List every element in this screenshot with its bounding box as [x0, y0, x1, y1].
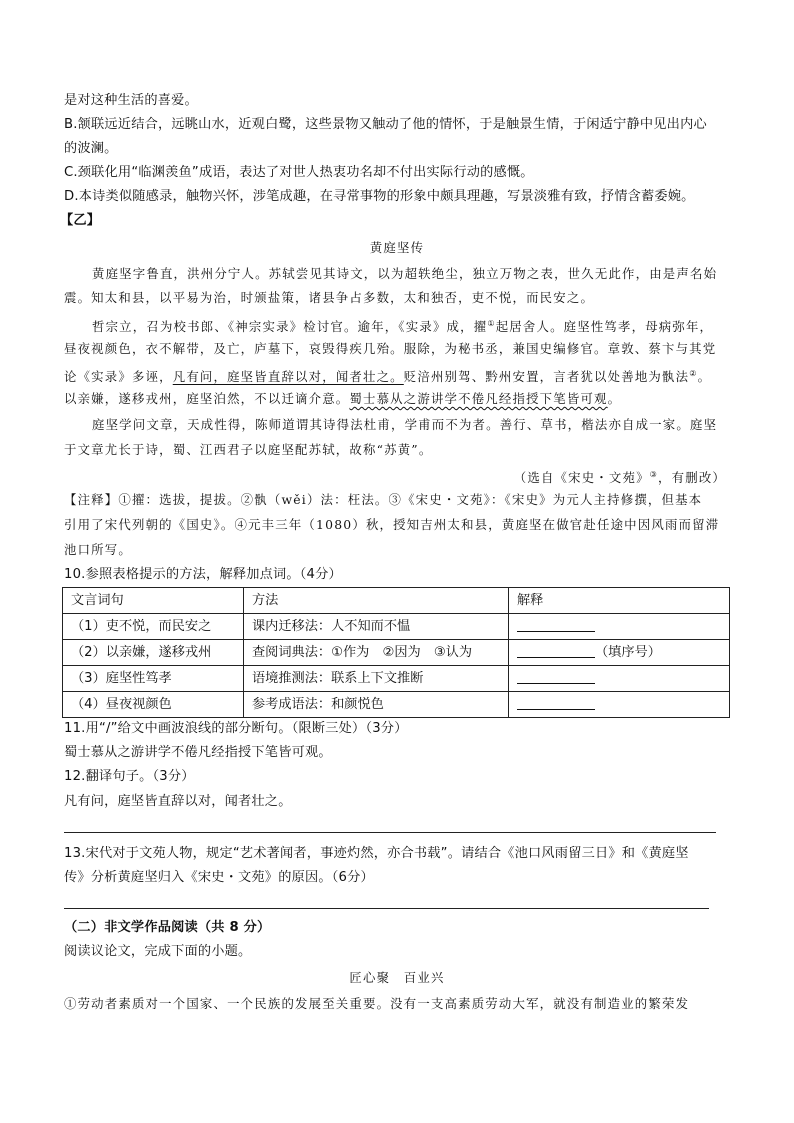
answer-cell[interactable]	[509, 640, 730, 666]
question-13-cont: 传》分析黄庭坚归入《宋史・文苑》的原因。（6分）	[64, 870, 374, 885]
wavy-sentence: 蜀士慕从之游讲学不倦凡经指授下笔皆可观	[349, 391, 608, 406]
option-c: C.颈联化用“临渊羡鱼”成语，表达了对世人热衷功名却不付出实际行动的感慨。	[64, 165, 534, 180]
answer-blank[interactable]	[517, 617, 595, 632]
answer-blank[interactable]	[517, 643, 595, 658]
part-2-instruction: 阅读议论文，完成下面的小题。	[64, 944, 252, 959]
p2-text-b: 起居舍人。庭坚性笃孝，母病弥年，	[495, 319, 714, 335]
table-row	[63, 614, 730, 640]
passage-p3: 庭坚学问文章，天成性得，陈师道谓其诗得法杜甫，学甫而不为者。善行、草书，楷法亦自成一家。庭坚	[92, 417, 718, 432]
fill-hint: （填序号）	[595, 645, 661, 660]
option-a-tail: 是对这种生活的喜爱。	[64, 93, 198, 108]
underlined-sentence: 凡有问，庭坚皆直辞以对，闻者壮之。	[172, 369, 404, 385]
answer-line[interactable]	[64, 908, 709, 909]
answer-cell[interactable]	[509, 666, 730, 692]
p2-l4-text-b: 。	[607, 391, 622, 406]
p2-l3-text: 论《实录》多诬，	[64, 369, 173, 385]
note-ref-1: ①	[487, 319, 496, 328]
passage-source	[514, 465, 726, 488]
p2-l4-text: 以亲嫌，遂移戎州，庭坚泊然，不以迁谪介意。	[64, 391, 350, 406]
table-cell: 课内迁移法：人不知而不愠	[244, 614, 509, 640]
question-13: 13.宋代对于文苑人物，规定“艺术著闻者，事迹灼然，亦合书载”。请结合《池口风雨留三日》和《黄庭坚	[64, 846, 689, 861]
passage-p3-cont: 于文章尤长于诗，蜀、江西君子以庭坚配苏轼，故称“苏黄”。	[64, 442, 433, 457]
table-header-cell: 文言词句	[63, 588, 244, 614]
notes-l3: 池口所写。	[64, 542, 132, 557]
passage-p1-cont: 震。知太和县，以平易为治，时颁盐策，诸县争占多数，太和独否，吏不悦，而民安之。	[64, 290, 595, 305]
table-cell: （2）以亲嫌，遂移戎州	[63, 640, 244, 666]
answer-line[interactable]	[64, 832, 716, 833]
source-text: （选自《宋史・文苑》	[513, 470, 650, 486]
table-cell: 查阅词典法：①作为 ②因为 ③认为	[244, 640, 509, 666]
table-header-cell: 方法	[244, 588, 509, 614]
table-row	[63, 666, 730, 692]
passage-p2-l2: 昼夜视颜色，衣不解带，及亡，庐墓下，哀毁得疾几殆。服除，为秘书丞，兼国史编修官。章敦、蔡卞与其党	[64, 341, 717, 356]
p2-l3-text-b: 贬涪州别驾、黔州安置，言者犹以处善地为骫法	[403, 369, 690, 385]
notes: 【注释】①擢：选拔，提拔。②骫（wěi）法：枉法。③《宋史・文苑》：《宋史》为元人主持修撰，但基本	[64, 492, 703, 507]
section-yi-label: 【乙】	[60, 213, 101, 228]
option-b: B.颔联远近结合，远眺山水，近观白鹭，这些景物又触动了他的情怀，于是触景生情，于闲适宁静中见出内心	[64, 117, 707, 132]
p2-l3-text-c: 。	[697, 369, 712, 385]
table-cell: （1）吏不悦，而民安之	[63, 614, 244, 640]
question-11-text: 蜀士慕从之游讲学不倦凡经指授下笔皆可观。	[64, 745, 332, 760]
table-header-cell: 解释	[509, 588, 730, 614]
answer-blank[interactable]	[517, 669, 595, 684]
part-2-heading: （二）非文学作品阅读（共 8 分）	[64, 920, 271, 935]
source-text-b: ，有删改）	[658, 470, 726, 486]
note-ref-3: ③	[649, 470, 659, 479]
question-11-prompt: 11.用“/”给文中画波浪线的部分断句。（限断三处）（3分）	[64, 721, 408, 736]
answer-blank[interactable]	[517, 695, 595, 710]
table-row	[63, 692, 730, 718]
table-header-row	[63, 588, 730, 614]
option-b-cont: 的波澜。	[64, 141, 118, 156]
passage-p2-l3	[64, 364, 711, 387]
p2-text: 哲宗立，召为校书郎、《神宗实录》检讨官。逾年，《实录》成，擢	[92, 319, 488, 335]
passage-title: 黄庭坚传	[369, 240, 425, 255]
table-cell: 语境推测法：联系上下文推断	[244, 666, 509, 692]
notes-l2: 引用了宋代列朝的《国史》。④元丰三年（1080）秋，授知吉州太和县，黄庭坚在做官赴任途中因风雨而留滞	[64, 517, 720, 532]
passage-p2	[92, 314, 713, 337]
passage-p2-l4	[64, 389, 621, 409]
question-10-prompt: 10.参照表格提示的方法，解释加点词。（4分）	[64, 567, 342, 582]
question-12-prompt: 12.翻译句子。（3分）	[64, 769, 195, 784]
table-cell: 参考成语法：和颜悦色	[244, 692, 509, 718]
answer-cell[interactable]	[509, 692, 730, 718]
essay-title: 匠心聚 百业兴	[349, 970, 445, 985]
table-cell: （4）昼夜视颜色	[63, 692, 244, 718]
passage-p1: 黄庭坚字鲁直，洪州分宁人。苏轼尝见其诗文，以为超轶绝尘，独立万物之表，世久无此作，由是声名始	[92, 266, 718, 281]
table-row	[63, 640, 730, 666]
essay-paragraph-1: ①劳动者素质对一个国家、一个民族的发展至关重要。没有一支高素质劳动大军，就没有制造业的繁荣发	[64, 996, 690, 1011]
table-cell: （3）庭坚性笃孝	[63, 666, 244, 692]
question-10-table	[62, 587, 730, 718]
note-ref-2: ②	[689, 369, 698, 378]
question-12-text: 凡有问，庭坚皆直辞以对，闻者壮之。	[64, 794, 292, 809]
answer-cell[interactable]	[509, 614, 730, 640]
option-d: D.本诗类似随感录，触物兴怀，涉笔成趣，在寻常事物的形象中颇具理趣，写景淡雅有致，抒情含蓄委婉。	[64, 189, 695, 204]
